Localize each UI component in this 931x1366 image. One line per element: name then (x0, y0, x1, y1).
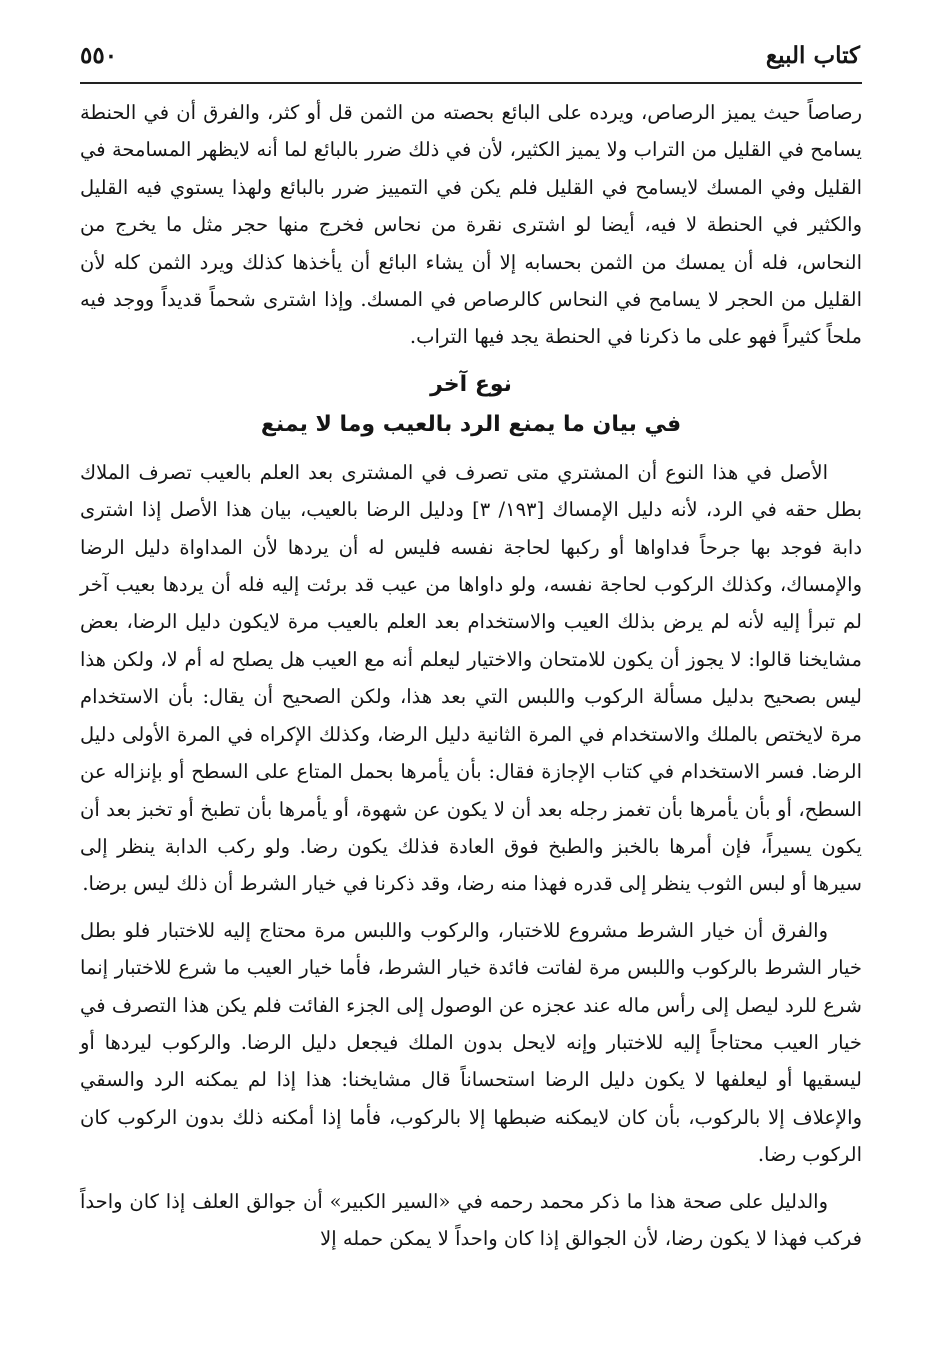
section-heading-line-1: نوع آخر (430, 371, 512, 397)
page-header (80, 40, 860, 84)
page-number: ٥٥٠ (80, 42, 118, 69)
paragraph-3: والفرق أن خيار الشرط مشروع للاختبار، والركوب واللبس مرة محتاج إليه للاختبار فلو بطل خيار الشرط بالركوب واللبس مرة لفاتت فائدة خيار الشرط، فأما خيار العيب ما شرع للاختبار إنما شرع للرد ليصل إلى رأس ماله عند عجزه عن الوصول إلى الجزء الفائت فلم يكن هذا التصرف في خيار العيب محتاجاً إليه للاختبار وإنه لايحل بدون الملك فيجعل دليل الرضا. والركوب ليردها أو ليسقيها أو ليعلفها لا يكون دليل الرضا استحساناً قال مشايخنا: هذا إذا لم يمكنه الرد والسقي والإعلاف إلا بالركوب، بأن كان لايمكنه ضبطها إلا بالركوب، فأما إذا أمكنه ذلك بدون الركوب كان الركوب رضا. (80, 918, 862, 1167)
paragraph-2: الأصل في هذا النوع أن المشتري متى تصرف في المشترى بعد العلم بالعيب تصرف الملاك بطل حقه في الرد، لأنه دليل الإمساك [١٩٣/ ٣] ودليل الرضا بالعيب، بيان هذا الأصل إذا اشترى دابة فوجد بها جرحاً فداواها أو ركبها لحاجة نفسه فليس له أن يردها لأن المداواة دليل الرضا والإمساك، وكذلك الركوب لحاجة نفسه، ولو داواها من عيب قد برئت إليه فله أن يردها بعيب آخر لم تبرأ إليه لأنه لم يرض بذلك العيب والاستخدام بعد العلم بالعيب مرة لايكون دليل الرضا، بعض مشايخنا قالوا: لا يجوز أن يكون للامتحان والاختيار ليعلم أنه مع العيب هل يصلح له أم لا، ولكن هذا ليس بصحيح بدليل مسألة الركوب واللبس التي بعد هذا، ولكن الصحيح أن يقال: بأن الاستخدام مرة لايختص بالملك والاستخدام في المرة الثانية دليل الرضا، وكذلك الإكراه في المرة الأولى دليل الرضا. فسر الاستخدام في كتاب الإجازة فقال: بأن يأمرها بحمل المتاع على السطح أو بإنزاله عن السطح، أو بأن يأمرها بأن تغمز رجله بعد أن لا يكون عن شهوة، أو يأمرها بأن تطبخ أو تخبز بعد أن يكون يسيراً، فإن أمرها بالخبز والطبخ فوق العادة فذلك يكون رضا. ولو ركب الدابة ينظر إلى سيرها أو لبس الثوب ينظر إلى قدره فهذا منه رضا، وقد ذكرنا في خيار الشرط أن ذلك ليس برضا. (80, 460, 863, 896)
section-heading-line-2: في بيان ما يمنع الرد بالعيب وما لا يمنع (260, 411, 682, 437)
paragraph-1: رصاصاً حيث يميز الرصاص، ويرده على البائع بحصته من الثمن قل أو كثر، والفرق أن في الحنطة يسامح في القليل من التراب ولا يميز الكثير، لأن في ذلك ضرر بالبائع لما أنه لايظهر المسامحة في القليل وفي المسك لايسامح في القليل فلم يكن في التمييز ضرر بالبائع ولهذا يستوي فيه القليل والكثير في الحنطة لا فيه، أيضا لو اشترى نقرة من نحاس فخرج منها حجر مثل ما يخرج من النحاس، فله أن يمسك من الثمن بحسابه إلا أن يشاء البائع أن يأخذها كذلك ويرد الثمن كله لأن القليل من الحجر لا يسامح في النحاس كالرصاص في المسك. وإذا اشترى شحماً قديداً ووجد فيه ملحاً كثيراً فهو على ما ذكرنا في الحنطة يجد فيها التراب. (80, 101, 862, 349)
section-heading (80, 365, 862, 445)
paragraph-4: والدليل على صحة هذا ما ذكر محمد رحمه في «السير الكبير» أن جوالق العلف إذا كان واحداً فركب فهذا لا يكون رضا، لأن الجوالق إذا كان واحداً لا يمكن حمله إلا (80, 1189, 862, 1250)
running-title: كتاب البيع (765, 42, 860, 69)
page-body (80, 94, 862, 1257)
header-rule (80, 82, 862, 84)
